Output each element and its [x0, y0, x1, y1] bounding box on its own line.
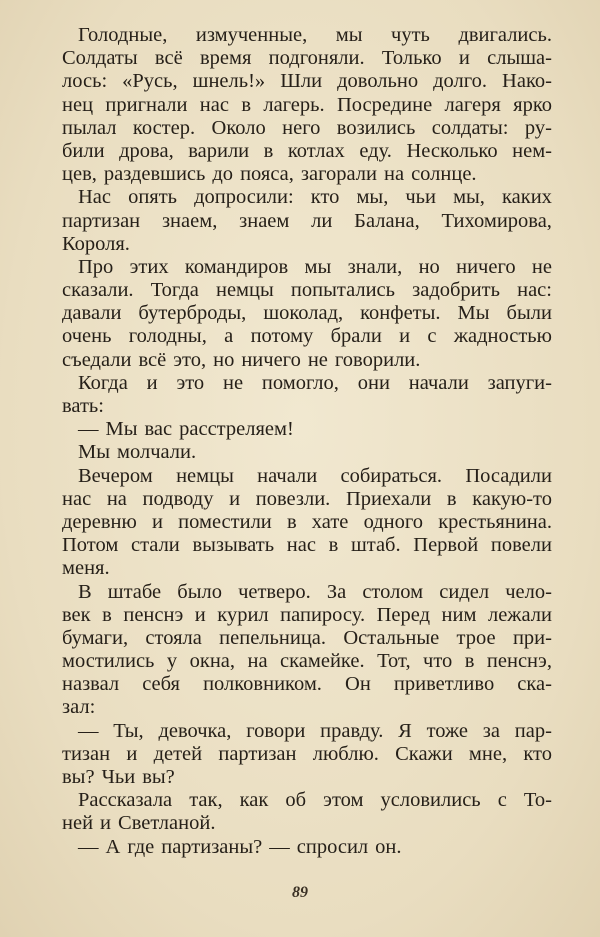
book-page-text	[62, 24, 552, 884]
text-line: век в пенснэ и курил папиросу. Перед ним лежали	[62, 603, 552, 626]
text-line: — Ты, девочка, говори правду. Я тоже за пар-	[78, 719, 552, 742]
text-line: цев, раздевшись до пояса, загорали на солнце.	[62, 163, 477, 186]
text-line: Мы молчали.	[78, 441, 197, 464]
text-line: давали бутерброды, шоколад, конфеты. Мы были	[62, 302, 552, 325]
text-line: Потом стали вызывать нас в штаб. Первой повели	[62, 534, 552, 557]
text-line: — А где партизаны? — спросил он.	[78, 835, 402, 858]
text-line: Когда и это не помогло, они начали запуги-	[78, 371, 552, 394]
text-line: лось: «Русь, шнель!» Шли довольно долго. Нако-	[62, 70, 552, 93]
text-line: меня.	[62, 557, 110, 580]
text-line: вы? Чьи вы?	[62, 766, 175, 788]
text-line: — Мы вас расстреляем!	[78, 418, 294, 441]
text-line: В штабе было четверо. За столом сидел чело-	[78, 580, 552, 603]
text-line: мостились у окна, на скамейке. Тот, что в пенснэ,	[62, 650, 552, 673]
text-line: сказали. Тогда немцы попытались задобрить нас:	[62, 279, 552, 302]
text-line: ней и Светланой.	[62, 812, 216, 835]
text-line: зал:	[62, 696, 96, 719]
text-line: Вечером немцы начали собираться. Посадили	[78, 464, 552, 487]
page-number: 89	[292, 884, 308, 901]
text-line: пылал костер. Около него возились солдаты: ру-	[62, 116, 552, 139]
text-line: Солдаты всё время подгоняли. Только и слыша-	[62, 47, 552, 70]
text-line: назвал себя полковником. Он приветливо ска-	[62, 673, 552, 696]
text-line: очень голодны, а потому брали и с жадностью	[62, 325, 552, 348]
text-line: Про этих командиров мы знали, но ничего не	[78, 255, 552, 278]
text-line: били дрова, варили в котлах еду. Несколько нем-	[62, 139, 552, 162]
text-line: Короля.	[62, 232, 130, 255]
text-line: бумаги, стояла пепельница. Остальные трое при-	[62, 626, 552, 649]
text-line: Нас опять допросили: кто мы, чьи мы, каких	[78, 186, 552, 209]
text-line: нец пригнали нас в лагерь. Посредине лагеря ярко	[62, 93, 552, 116]
text-line: деревню и поместили в хате одного крестьянина.	[62, 510, 552, 533]
text-line: Рассказала так, как об этом условились с То-	[78, 789, 552, 812]
text-line: съедали всё это, но ничего не говорили.	[62, 348, 421, 371]
text-line: тизан и детей партизан люблю. Скажи мне, кто	[62, 742, 552, 765]
text-line: Голодные, измученные, мы чуть двигались.	[78, 24, 552, 46]
text-line: нас на подводу и повезли. Приехали в какую-то	[62, 487, 552, 510]
text-line: партизан знаем, знаем ли Балана, Тихомирова,	[62, 209, 552, 232]
text-line: вать:	[62, 395, 104, 417]
